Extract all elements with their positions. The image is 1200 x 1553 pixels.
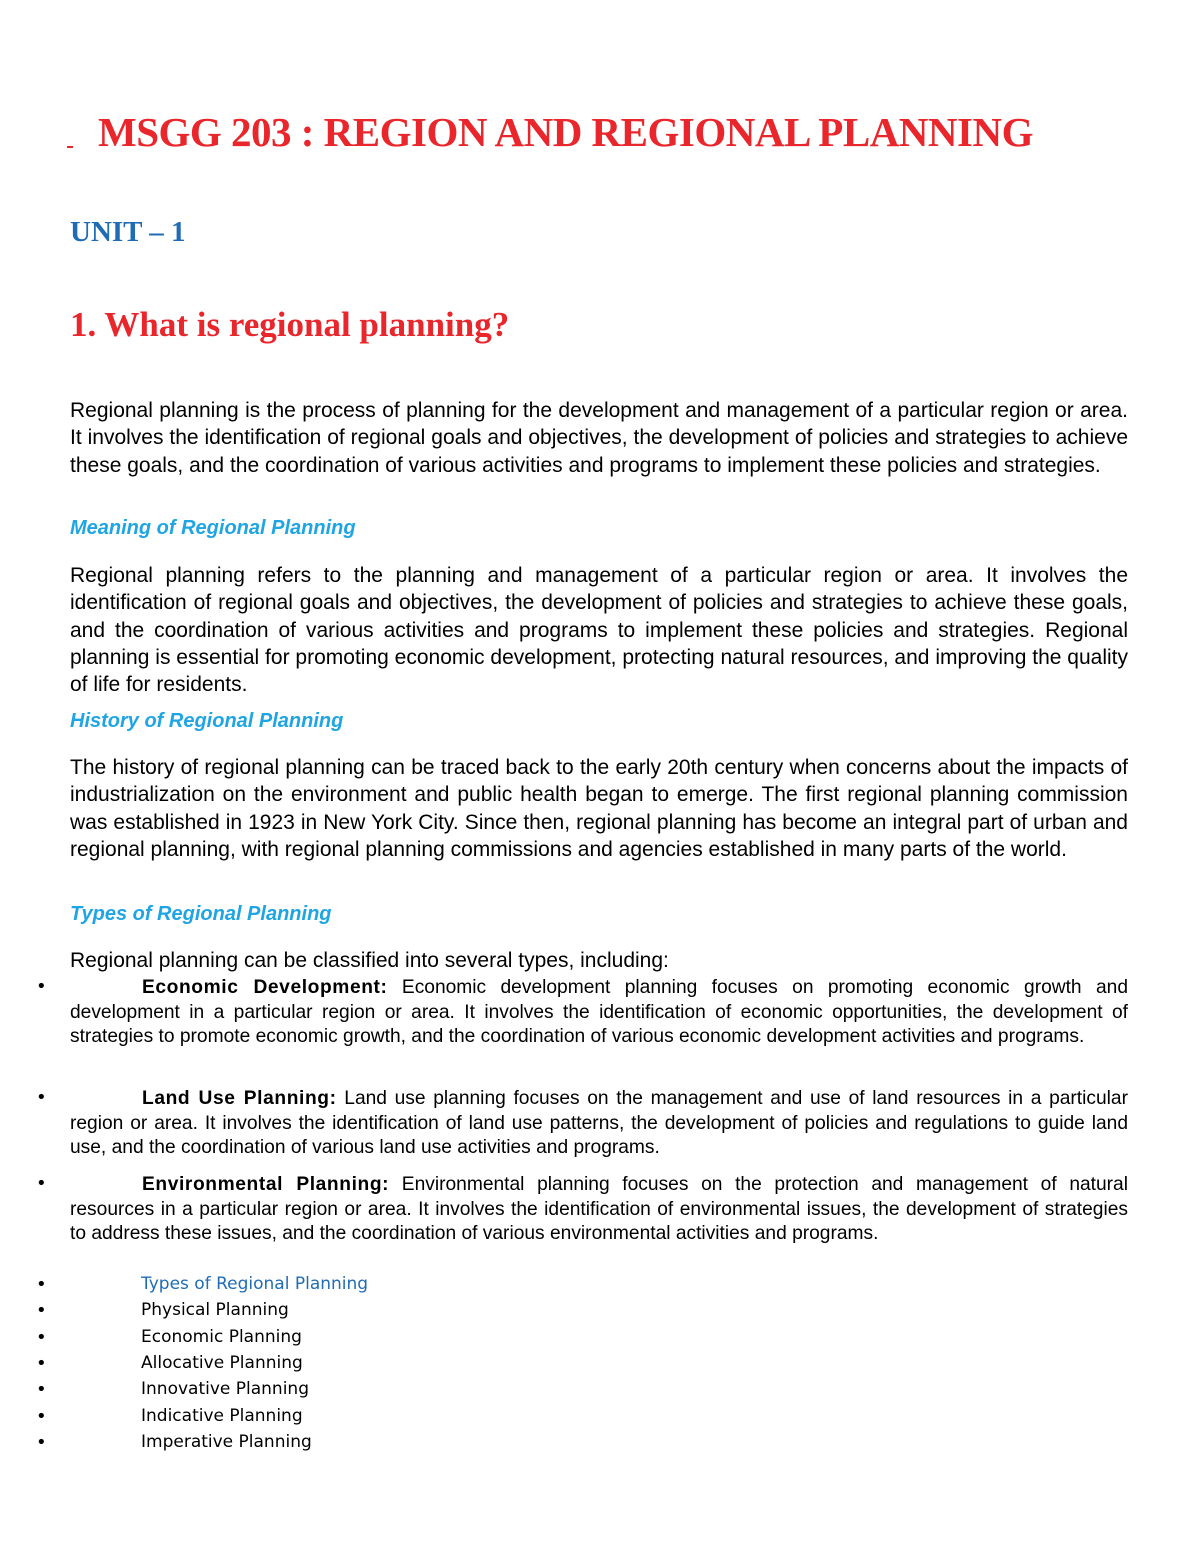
section-text-history: The history of regional planning can be traced back to the early 20th century when concerns about the impacts of industrialization on the environment and public health began to emerge. The first regional planning commission was established in 1923 in New York City. Since then, regional planning has become an integral part of urban and regional planning, with regional planning commissions and agencies established in many parts of the world.	[70, 756, 1128, 861]
section-heading-meaning: Meaning of Regional Planning	[70, 517, 356, 539]
list-item	[0, 1300, 1200, 1326]
bullet-icon: •	[36, 1406, 47, 1427]
list-item-label: Imperative Planning	[141, 1432, 312, 1452]
section-heading-types: Types of Regional Planning	[70, 903, 332, 925]
list-item	[0, 1353, 1200, 1379]
section-text-meaning: Regional planning refers to the planning and management of a particular region or area. It involves the identification of regional goals and objectives, the development of policies and strategies to achieve these goals, and the coordination of various activities and programs to implement these policies and strategies. Regional planning is essential for promoting economic development, protecting natural resources, and improving the quality of life for residents.	[70, 564, 1128, 697]
bullet-icon: •	[36, 1379, 47, 1400]
list-item-term: Environmental Planning:	[142, 1174, 390, 1195]
types-of-regional-planning-link[interactable]: Types of Regional Planning	[141, 1274, 369, 1294]
bullet-icon: •	[36, 976, 47, 997]
list-item-text	[70, 1087, 1128, 1161]
list-item-description: Land use planning focuses on the management and use of land resources in a particular region or area. It involves the identification of land use patterns, the development of policies and regulations to guide land use, and the coordination of various land use activities and programs.	[70, 1088, 1128, 1159]
list-item	[0, 1432, 1200, 1458]
list-item-text	[70, 976, 1128, 1050]
bullet-icon: •	[36, 1327, 47, 1348]
bullet-icon: •	[36, 1274, 47, 1295]
list-item-label: Innovative Planning	[141, 1379, 309, 1399]
list-item-description: Economic development planning focuses on promoting economic growth and development in a particular region or area. It involves the identification of economic opportunities, the development of strategies to promote economic growth, and the coordination of various economic development activities and programs.	[70, 977, 1128, 1048]
list-item-text	[70, 1173, 1128, 1247]
unit-heading: UNIT – 1	[70, 216, 186, 248]
intro-paragraph: Regional planning is the process of planning for the development and management of a particular region or area. It involves the identification of regional goals and objectives, the development of policies and strategies to achieve these goals, and the coordination of various activities and programs to implement these policies and strategies.	[70, 399, 1128, 477]
list-item	[0, 1327, 1200, 1353]
list-item-label: Economic Planning	[141, 1327, 302, 1347]
list-item-term: Economic Development:	[142, 977, 388, 998]
list-item-label: Indicative Planning	[141, 1406, 303, 1426]
list-item-label: Physical Planning	[141, 1300, 289, 1320]
list-item-label: Allocative Planning	[141, 1353, 303, 1373]
bullet-icon: •	[36, 1087, 47, 1108]
bullet-icon: •	[36, 1300, 47, 1321]
list-item-term: Land Use Planning:	[142, 1088, 337, 1109]
bullet-icon: •	[36, 1432, 47, 1453]
section-text-types: Regional planning can be classified into several types, including:	[70, 949, 669, 972]
bullet-icon: •	[36, 1353, 47, 1374]
list-item-description: Environmental planning focuses on the protection and management of natural resources in a particular region or area. It involves the identification of environmental issues, the development of strategies to address these issues, and the coordination of various environmental activities and programs.	[70, 1174, 1128, 1245]
list-item-types-link[interactable]	[0, 1274, 1200, 1300]
list-item	[0, 1379, 1200, 1405]
title-marker	[67, 146, 73, 148]
question-heading: 1. What is regional planning?	[70, 305, 510, 344]
bullet-icon: •	[36, 1173, 47, 1194]
document-title: MSGG 203 : REGION AND REGIONAL PLANNING	[98, 109, 1033, 155]
list-item	[0, 1406, 1200, 1432]
section-heading-history: History of Regional Planning	[70, 710, 344, 732]
